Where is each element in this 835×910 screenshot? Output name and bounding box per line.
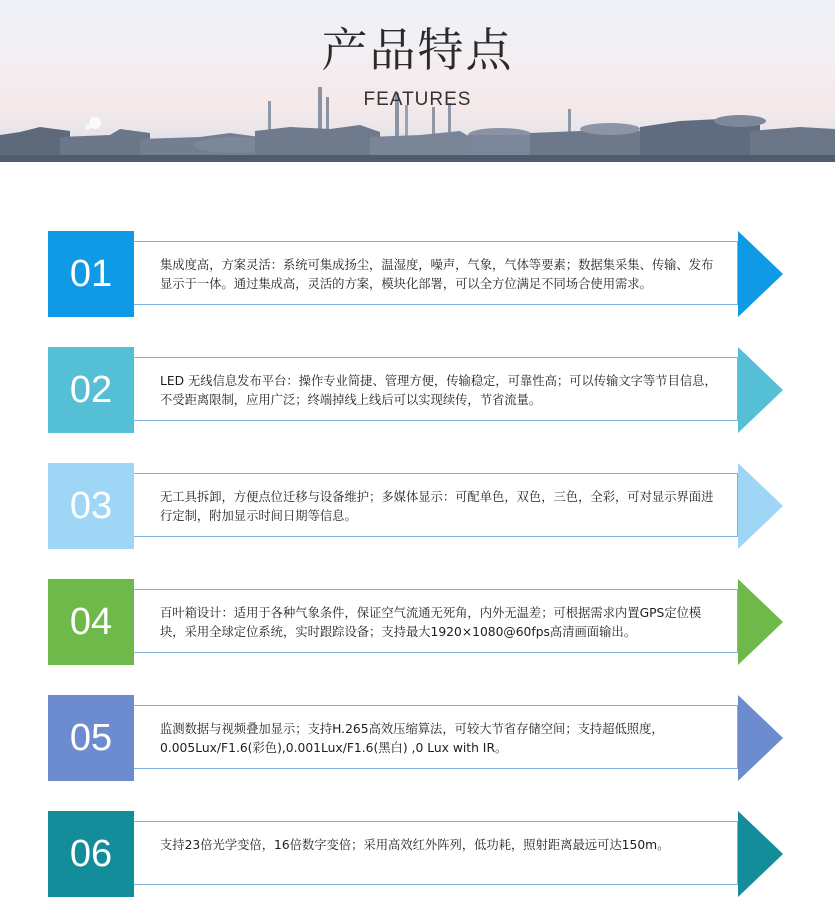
feature-number-badge: 01	[48, 231, 134, 317]
feature-description: 集成度高，方案灵活：系统可集成扬尘，温湿度，噪声，气象，气体等要素；数据集采集、传输、发布显示于一体。通过集成高，灵活的方案，模块化部署，可以全方位满足不同场合使用需求。	[160, 258, 714, 291]
page-title: 产品特点	[321, 23, 514, 77]
feature-content-box	[134, 821, 738, 885]
feature-number-badge: 02	[48, 347, 134, 433]
feature-content-box	[134, 705, 738, 769]
arrow-right-icon	[738, 695, 783, 781]
header-banner	[0, 0, 835, 162]
feature-description: 无工具拆卸，方便点位迁移与设备维护；多媒体显示：可配单色，双色，三色，全彩，可对显示界面进行定制，附加显示时间日期等信息。	[160, 490, 714, 523]
feature-item-3	[48, 463, 783, 549]
feature-content-box	[134, 241, 738, 305]
page-subtitle: FEATURES	[363, 89, 472, 110]
feature-number-badge: 03	[48, 463, 134, 549]
feature-item-6	[48, 811, 783, 897]
feature-content-box	[134, 473, 738, 537]
feature-content-box	[134, 589, 738, 653]
feature-number-badge: 04	[48, 579, 134, 665]
feature-description: 百叶箱设计：适用于各种气象条件，保证空气流通无死角，内外无温差；可根据需求内置GPS定位模块，采用全球定位系统，实时跟踪设备；支持最大1920×1080@60fps高清画面输出。	[160, 606, 702, 639]
feature-description: LED 无线信息发布平台：操作专业简捷、管理方便，传输稳定，可靠性高；可以传输文字等节目信息，不受距离限制，应用广泛；终端掉线上线后可以实现续传，节省流量。	[160, 374, 717, 407]
feature-item-5	[48, 695, 783, 781]
feature-description: 监测数据与视频叠加显示；支持H.265高效压缩算法，可较大节省存储空间；支持超低照度，0.005Lux/F1.6(彩色),0.001Lux/F1.6(黑白) ,0 Lux with IR。	[160, 722, 664, 755]
arrow-right-icon	[738, 463, 783, 549]
feature-item-2	[48, 347, 783, 433]
arrow-right-icon	[738, 231, 783, 317]
feature-description: 支持23倍光学变倍，16倍数字变倍；采用高效红外阵列，低功耗，照射距离最远可达150m。	[160, 838, 670, 852]
arrow-right-icon	[738, 347, 783, 433]
feature-content-box	[134, 357, 738, 421]
feature-number-badge: 06	[48, 811, 134, 897]
feature-item-1	[48, 231, 783, 317]
feature-number-badge: 05	[48, 695, 134, 781]
arrow-right-icon	[738, 811, 783, 897]
arrow-right-icon	[738, 579, 783, 665]
feature-item-4	[48, 579, 783, 665]
